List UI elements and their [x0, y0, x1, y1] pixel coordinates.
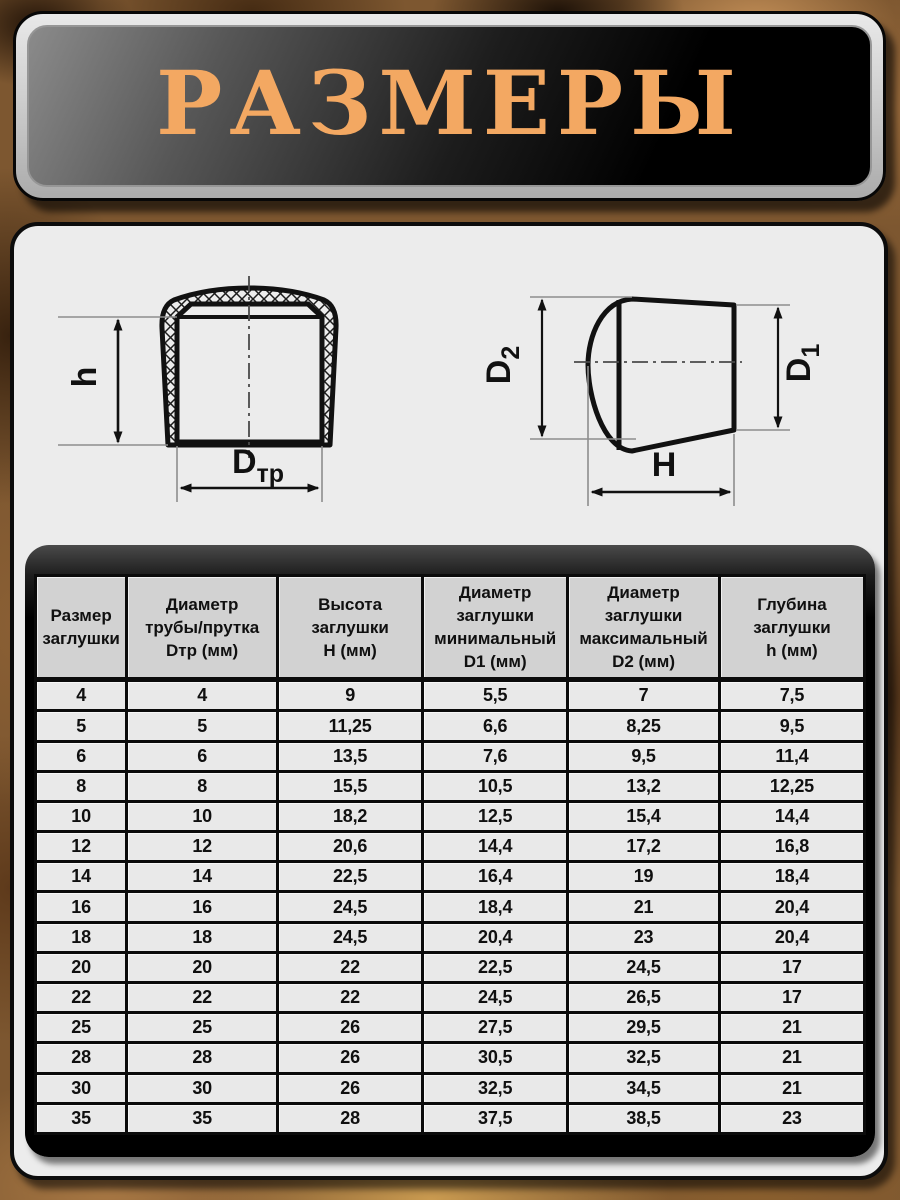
table-cell: 9,5	[719, 711, 864, 741]
table-cell: 9	[278, 680, 423, 711]
table-cell: 32,5	[423, 1073, 568, 1103]
table-cell: 34,5	[568, 1073, 720, 1103]
title-banner	[13, 11, 886, 201]
table-cell: 24,5	[278, 892, 423, 922]
header-line: Размер	[50, 606, 112, 625]
page-title: РАЗМЕРЫ	[156, 51, 743, 155]
table-cell: 10,5	[423, 771, 568, 801]
table-cell: 4	[36, 680, 127, 711]
table-row	[36, 1103, 865, 1133]
table-cell: 14	[36, 862, 127, 892]
table-cell: 26,5	[568, 982, 720, 1012]
header-pipe-diameter	[127, 576, 278, 680]
table-cell: 9,5	[568, 741, 720, 771]
table-row	[36, 1043, 865, 1073]
table-cell: 15,4	[568, 801, 720, 831]
table-cell: 38,5	[568, 1103, 720, 1133]
table-cell: 20,4	[719, 892, 864, 922]
table-cell: 11,4	[719, 741, 864, 771]
table-cell: 22	[127, 982, 278, 1012]
table-header	[36, 576, 865, 680]
header-line: H (мм)	[323, 640, 377, 660]
table-cell: 19	[568, 862, 720, 892]
table-cell: 37,5	[423, 1103, 568, 1133]
table-cell: 26	[278, 1073, 423, 1103]
table-cell: 28	[278, 1103, 423, 1133]
table-cell: 21	[719, 1043, 864, 1073]
table-row	[36, 952, 865, 982]
header-line: D1 (мм)	[463, 652, 527, 671]
table-cell: 17,2	[568, 832, 720, 862]
table-cell: 20,4	[423, 922, 568, 952]
table-cell: 16	[36, 892, 127, 922]
table-cell: 24,5	[423, 982, 568, 1012]
header-line: Диаметр	[458, 583, 532, 602]
table-cell: 7,5	[719, 680, 864, 711]
dimensions-table	[34, 574, 866, 1135]
cap-cross-section-diagram	[44, 266, 444, 546]
table-cell: 29,5	[568, 1013, 720, 1043]
header-line: Диаметр	[165, 594, 239, 614]
table-cell: 18	[127, 922, 278, 952]
table-cell: 16,8	[719, 832, 864, 862]
table-cell: 6,6	[423, 711, 568, 741]
table-cell: 18	[36, 922, 127, 952]
table-cell: 22,5	[423, 952, 568, 982]
table-cell: 10	[36, 801, 127, 831]
table-cell: 25	[36, 1013, 127, 1043]
table-cell: 11,25	[278, 711, 423, 741]
table-cell: 7	[568, 680, 720, 711]
table-cell: 26	[278, 1043, 423, 1073]
table-cell: 30,5	[423, 1043, 568, 1073]
table-cell: 5	[127, 711, 278, 741]
table-row	[36, 711, 865, 741]
table-row	[36, 832, 865, 862]
table-cell: 8	[36, 771, 127, 801]
table-cell: 18,4	[423, 892, 568, 922]
header-line: заглушки	[604, 606, 683, 625]
header-size	[36, 576, 127, 680]
table-cell: 30	[127, 1073, 278, 1103]
table-cell: 23	[568, 922, 720, 952]
table-row	[36, 982, 865, 1012]
table-cell: 23	[719, 1103, 864, 1133]
table-row	[36, 741, 865, 771]
table-cell: 20	[127, 952, 278, 982]
table-cell: 8	[127, 771, 278, 801]
title-banner-inner	[27, 25, 872, 187]
header-line: трубы/прутка	[145, 617, 260, 637]
dim-label-d2: D2	[480, 345, 525, 385]
dim-label-h: h	[66, 366, 104, 388]
table-cell: 10	[127, 801, 278, 831]
table-cell: 24,5	[278, 922, 423, 952]
table-cell: 5,5	[423, 680, 568, 711]
header-line: Глубина	[757, 594, 827, 614]
table-cell: 35	[127, 1103, 278, 1133]
table-cell: 25	[127, 1013, 278, 1043]
table-row	[36, 922, 865, 952]
table-cell: 30	[36, 1073, 127, 1103]
table-cell: 22	[36, 982, 127, 1012]
table-cell: 6	[127, 741, 278, 771]
table-cell: 28	[127, 1043, 278, 1073]
table-cell: 21	[568, 892, 720, 922]
table-cell: 27,5	[423, 1013, 568, 1043]
table-row	[36, 1013, 865, 1043]
table-cell: 18,2	[278, 801, 423, 831]
table-body	[36, 680, 865, 1134]
dim-label-d1: D1	[780, 343, 825, 383]
header-min-diameter	[423, 576, 568, 680]
header-height	[278, 576, 423, 680]
table-cell: 26	[278, 1013, 423, 1043]
header-line: Высота	[318, 594, 383, 614]
table-cell: 17	[719, 982, 864, 1012]
table-cell: 32,5	[568, 1043, 720, 1073]
header-line: заглушки	[311, 617, 389, 637]
header-line: Dтр (мм)	[166, 640, 239, 660]
table-cell: 20	[36, 952, 127, 982]
table-cell: 17	[719, 952, 864, 982]
header-line: D2 (мм)	[612, 652, 675, 671]
table-cell: 14	[127, 862, 278, 892]
table-cell: 24,5	[568, 952, 720, 982]
table-cell: 28	[36, 1043, 127, 1073]
table-cell: 16	[127, 892, 278, 922]
header-max-diameter	[568, 576, 720, 680]
table-cell: 21	[719, 1073, 864, 1103]
header-line: Диаметр	[607, 583, 680, 602]
table-cell: 14,4	[423, 832, 568, 862]
header-line: заглушки	[753, 617, 831, 637]
table-cell: 16,4	[423, 862, 568, 892]
table-row	[36, 892, 865, 922]
table-cell: 15,5	[278, 771, 423, 801]
dim-label-H: H	[651, 446, 677, 484]
table-cell: 12	[36, 832, 127, 862]
table-cell: 22	[278, 982, 423, 1012]
table-header-row	[36, 576, 865, 680]
dim-label-dtr: Dтр	[231, 443, 285, 488]
table-cell: 22	[278, 952, 423, 982]
table-row	[36, 801, 865, 831]
table-cell: 5	[36, 711, 127, 741]
cap-side-view-diagram	[474, 266, 864, 546]
table-cell: 13,5	[278, 741, 423, 771]
table-cell: 35	[36, 1103, 127, 1133]
header-line: заглушки	[42, 629, 120, 648]
cap-side-outline	[588, 299, 734, 451]
table-cell: 18,4	[719, 862, 864, 892]
table-row	[36, 771, 865, 801]
dimensions-table-panel	[25, 545, 875, 1157]
table-cell: 20,4	[719, 922, 864, 952]
header-depth	[719, 576, 864, 680]
table-row	[36, 862, 865, 892]
table-cell: 4	[127, 680, 278, 711]
table-row	[36, 1073, 865, 1103]
table-cell: 12,5	[423, 801, 568, 831]
header-line: заглушки	[456, 606, 534, 625]
table-cell: 20,6	[278, 832, 423, 862]
header-line: максимальный	[579, 629, 708, 648]
header-line: h (мм)	[766, 640, 818, 660]
table-cell: 6	[36, 741, 127, 771]
table-cell: 22,5	[278, 862, 423, 892]
table-cell: 12	[127, 832, 278, 862]
table-row	[36, 680, 865, 711]
table-cell: 13,2	[568, 771, 720, 801]
table-cell: 8,25	[568, 711, 720, 741]
content-panel	[10, 222, 888, 1180]
table-cell: 7,6	[423, 741, 568, 771]
header-line: минимальный	[434, 629, 557, 648]
table-cell: 21	[719, 1013, 864, 1043]
table-cell: 14,4	[719, 801, 864, 831]
table-cell: 12,25	[719, 771, 864, 801]
